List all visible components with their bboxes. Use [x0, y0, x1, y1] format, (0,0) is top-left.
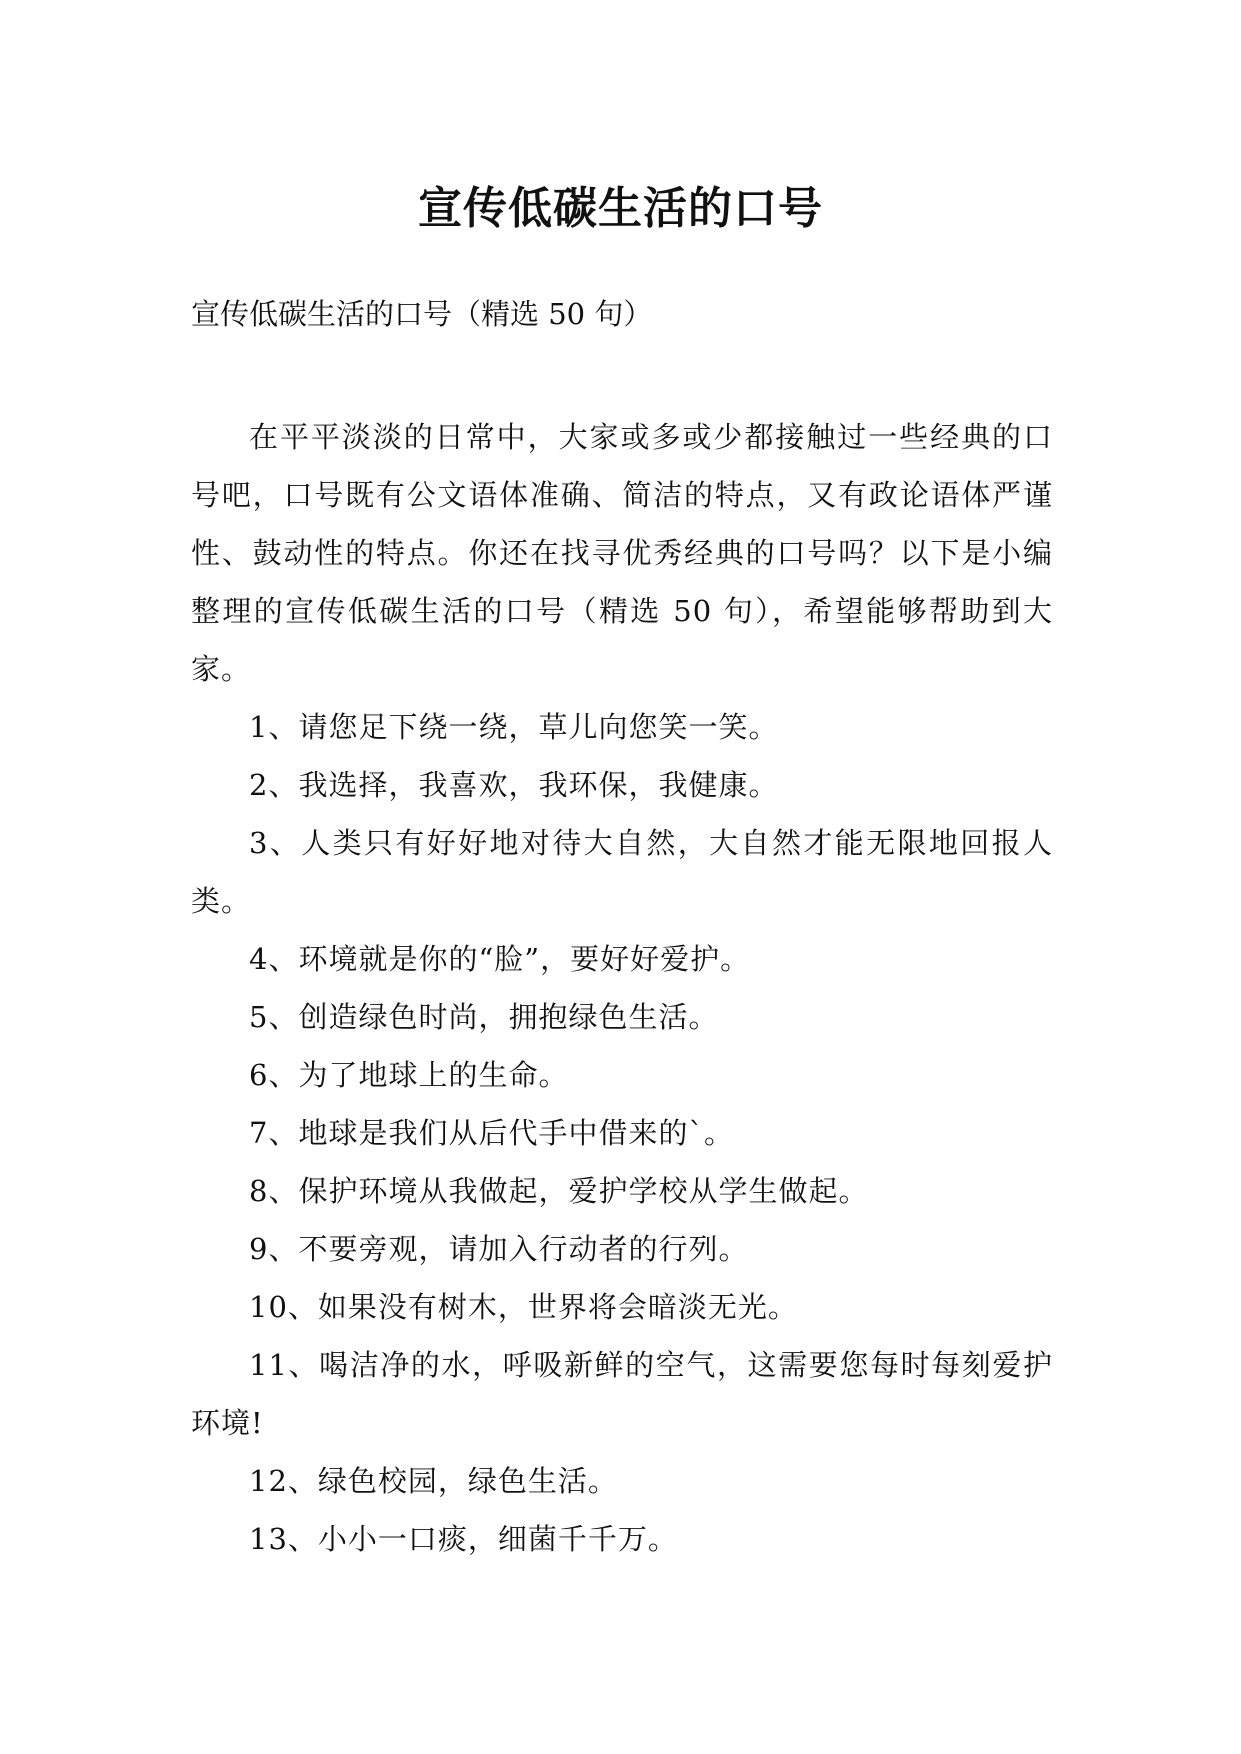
slogan-item-13: 13、小小一口痰，细菌千千万。	[249, 1522, 678, 1556]
slogan-item-8: 8、保护环境从我做起，爱护学校从学生做起。	[249, 1174, 869, 1208]
slogan-item-3: 3、人类只有好好地对待大自然，大自然才能无限地回报人类。	[191, 826, 1053, 918]
document-title: 宣传低碳生活的口号	[418, 183, 823, 235]
slogan-item-5: 5、创造绿色时尚，拥抱绿色生活。	[249, 1000, 719, 1034]
slogan-item-2: 2、我选择，我喜欢，我环保，我健康。	[249, 768, 779, 802]
slogan-item-4: 4、环境就是你的“脸”，要好好爱护。	[249, 942, 751, 976]
slogan-item-1: 1、请您足下绕一绕，草儿向您笑一笑。	[249, 710, 779, 744]
slogan-item-11: 11、喝洁净的水，呼吸新鲜的空气，这需要您每时每刻爱护环境!	[191, 1348, 1053, 1440]
document-subtitle: 宣传低碳生活的口号（精选 50 句）	[191, 297, 653, 331]
slogan-item-9: 9、不要旁观，请加入行动者的行列。	[249, 1232, 749, 1266]
slogan-item-7: 7、地球是我们从后代手中借来的`。	[249, 1116, 734, 1150]
document-body	[191, 408, 1053, 1568]
slogan-item-6: 6、为了地球上的生命。	[249, 1058, 569, 1092]
slogan-item-12: 12、绿色校园，绿色生活。	[249, 1464, 618, 1498]
slogan-item-10: 10、如果没有树木，世界将会暗淡无光。	[249, 1290, 798, 1324]
intro-paragraph: 在平平淡淡的日常中，大家或多或少都接触过一些经典的口号吧，口号既有公文语体准确、简洁的特点，又有政论语体严谨性、鼓动性的特点。你还在找寻优秀经典的口号吗？以下是小编整理的宣传低碳生活的口号（精选 50 句），希望能够帮助到大家。	[191, 420, 1053, 686]
